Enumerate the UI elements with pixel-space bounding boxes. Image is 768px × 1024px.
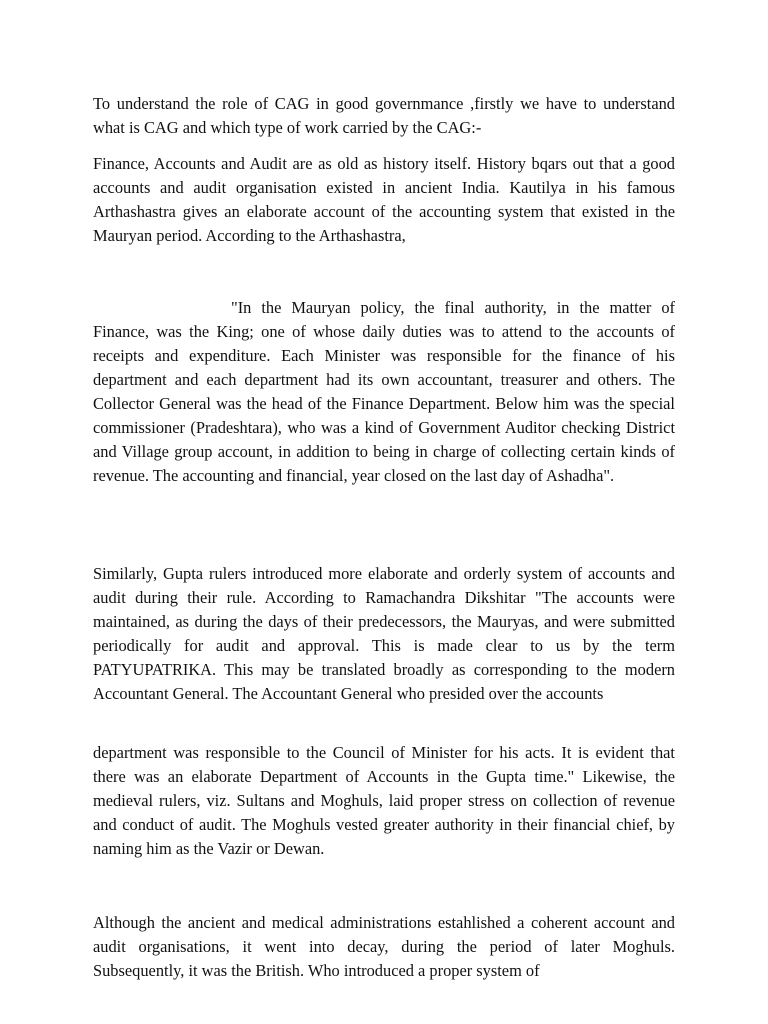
- paragraph-history: Finance, Accounts and Audit are as old as history itself. History bqars out that a good accounts and audit organisation existed in ancient India. Kautilya in his famous Arthashastra gives an elaborate account of the accounting system that existed in the Mauryan period. According to the Arthashastra,: [93, 154, 675, 245]
- paragraph-gupta: Similarly, Gupta rulers introduced more elaborate and orderly system of accounts and audit during their rule. According to Ramachandra Dikshitar "The accounts were maintained, as during the days of their predecessors, the Mauryas, and were submitted periodically for audit and approval. This is made clear to us by the term PATYUPATRIKA. This may be translated broadly as corresponding to the modern Accountant General. The Accountant General who presided over the accounts: [93, 564, 675, 703]
- paragraph-medieval: department was responsible to the Council of Minister for his acts. It is evident that there was an elaborate Department of Accounts in the Gupta time." Likewise, the medieval rulers, viz. Sultans and Moghuls, laid proper stress on collection of revenue and conduct of audit. The Moghuls vested greater authority in their financial chief, by naming him as the Vazir or Dewan.: [93, 743, 675, 858]
- paragraph-intro: To understand the role of CAG in good governmance ,firstly we have to understand what is CAG and which type of work carried by the CAG:-: [93, 94, 675, 137]
- paragraph-arthashastra-quote: "In the Mauryan policy, the final authority, in the matter of Finance, was the King; one of whose daily duties was to attend to the accounts of receipts and expenditure. Each Minister was responsible for the finance of his department and each department had its own accountant, treasurer and others. The Collector General was the head of the Finance Department. Below him was the special commissioner (Pradeshtara), who was a kind of Government Auditor checking District and Village group account, in addition to being in charge of collecting certain kinds of revenue. The accounting and financial, year closed on the last day of Ashadha".: [93, 298, 675, 485]
- paragraph-decay: Although the ancient and medical administrations estahlished a coherent account and audit organisations, it went into decay, during the period of later Moghuls. Subsequently, it was the British. Who introduced a proper system of: [93, 913, 675, 980]
